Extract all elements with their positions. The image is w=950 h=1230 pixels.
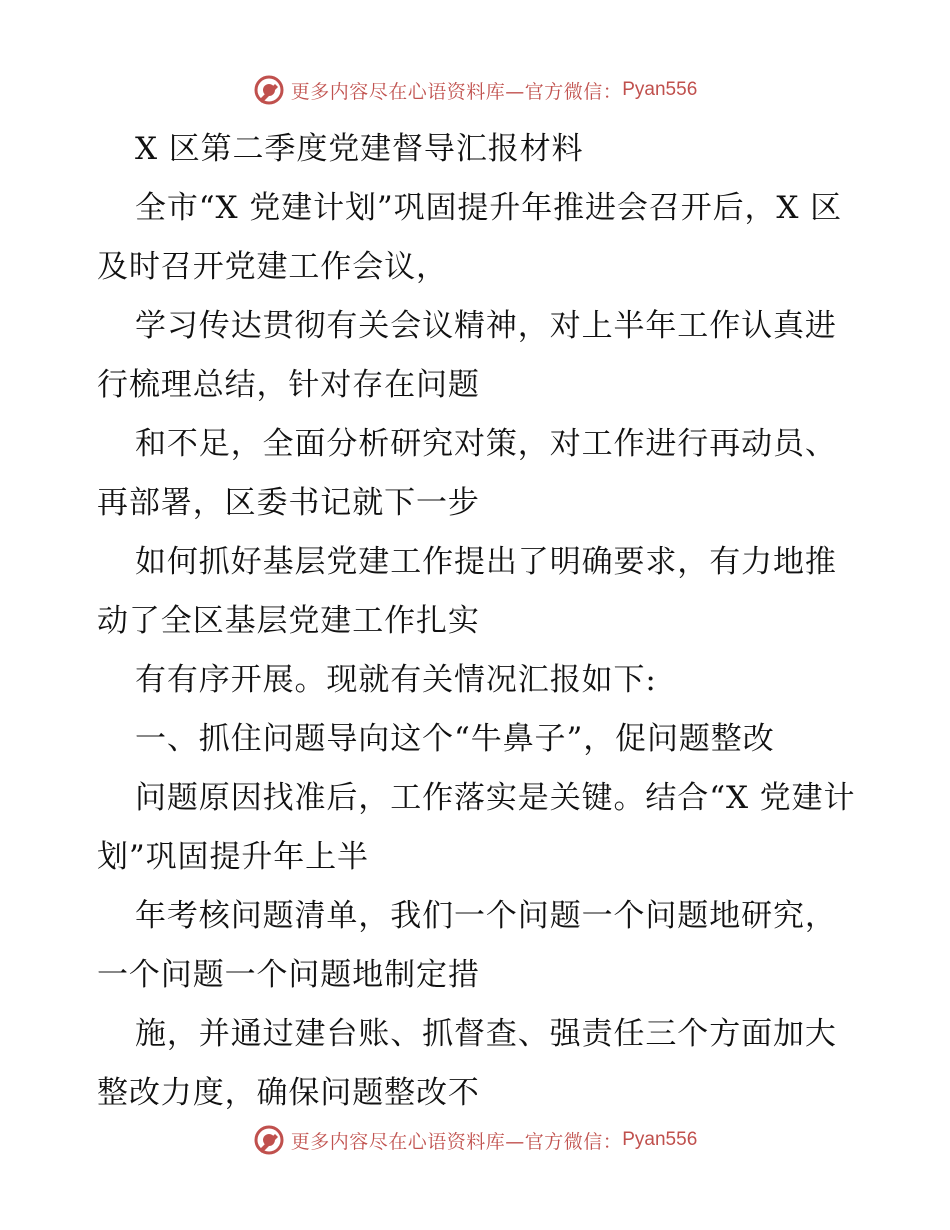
watermark-id: Pyan556 bbox=[622, 1129, 698, 1150]
paragraph: 全市“X 党建计划”巩固提升年推进会召开后，X 区及时召开党建工作会议， bbox=[97, 190, 843, 285]
paragraph: 施，并通过建台账、抓督查、强责任三个方面加大整改力度，确保问题整改不 bbox=[97, 1016, 837, 1111]
paragraph: 有有序开展。现就有关情况汇报如下: bbox=[135, 662, 657, 698]
watermark-id: Pyan556 bbox=[622, 79, 698, 100]
paragraph: 问题原因找准后，工作落实是关键。结合“X 党建计划”巩固提升年上半 bbox=[97, 780, 856, 875]
paragraph: 学习传达贯彻有关会议精神，对上半年工作认真进行梳理总结，针对存在问题 bbox=[97, 308, 837, 403]
logo-icon bbox=[253, 1124, 285, 1156]
document-title: X 区第二季度党建督导汇报材料 bbox=[135, 131, 584, 167]
paragraph: 如何抓好基层党建工作提出了明确要求，有力地推动了全区基层党建工作扎实 bbox=[97, 544, 837, 639]
document-body bbox=[97, 120, 857, 1123]
watermark-text: 更多内容尽在心语资料库—官方微信： bbox=[290, 1130, 623, 1153]
watermark-text: 更多内容尽在心语资料库—官方微信： bbox=[290, 80, 623, 103]
logo-icon bbox=[253, 74, 285, 106]
paragraph: 和不足，全面分析研究对策，对工作进行再动员、再部署，区委书记就下一步 bbox=[97, 426, 837, 521]
paragraph: 年考核问题清单，我们一个问题一个问题地研究，一个问题一个问题地制定措 bbox=[97, 898, 837, 993]
watermark-banner-bottom bbox=[0, 1120, 950, 1160]
watermark-banner-top bbox=[0, 70, 950, 110]
section-heading: 一、抓住问题导向这个“牛鼻子”，促问题整改 bbox=[135, 721, 775, 757]
